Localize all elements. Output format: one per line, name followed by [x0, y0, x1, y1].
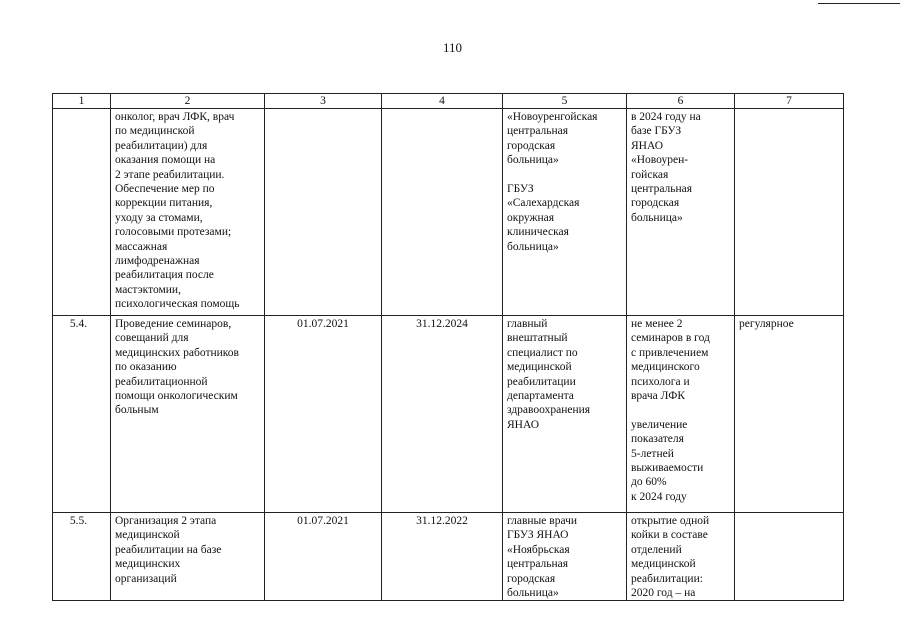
start-date-cell [265, 109, 382, 316]
result-cell: не менее 2 семинаров в год с привлечением медицинского психолога и врача ЛФК увеличение показателя 5-летней выживаемости до 60% к 2024 году [627, 316, 735, 513]
result-cell: в 2024 году на базе ГБУЗ ЯНАО «Новоурен- гойская центральная городская больница» [627, 109, 735, 316]
column-header: 1 [53, 94, 111, 109]
column-header: 5 [503, 94, 627, 109]
plan-table [52, 93, 844, 601]
responsible-cell: «Новоуренгойская центральная городская больница» ГБУЗ «Салехардская окружная клиническая больница» [503, 109, 627, 316]
top-rule [818, 3, 900, 4]
table-row [53, 513, 844, 601]
result-cell: открытие одной койки в составе отделений медицинской реабилитации: 2020 год – на [627, 513, 735, 601]
row-number: 5.4. [53, 316, 111, 513]
start-date-cell: 01.07.2021 [265, 316, 382, 513]
activity-cell: Организация 2 этапа медицинской реабилитации на базе медицинских организаций [111, 513, 265, 601]
period-cell [735, 513, 844, 601]
row-number: 5.5. [53, 513, 111, 601]
end-date-cell [382, 109, 503, 316]
start-date-cell: 01.07.2021 [265, 513, 382, 601]
end-date-cell: 31.12.2024 [382, 316, 503, 513]
period-cell [735, 109, 844, 316]
column-header: 4 [382, 94, 503, 109]
page-number: 110 [442, 40, 463, 55]
table-row [53, 109, 844, 316]
column-header: 2 [111, 94, 265, 109]
table-row [53, 316, 844, 513]
end-date-cell: 31.12.2022 [382, 513, 503, 601]
column-header: 7 [735, 94, 844, 109]
responsible-cell: главные врачи ГБУЗ ЯНАО «Ноябрьская центральная городская больница» [503, 513, 627, 601]
responsible-cell: главный внештатный специалист по медицинской реабилитации департамента здравоохранения ЯНАО [503, 316, 627, 513]
column-header: 3 [265, 94, 382, 109]
period-cell: регулярное [735, 316, 844, 513]
activity-cell: онколог, врач ЛФК, врач по медицинской реабилитации) для оказания помощи на 2 этапе реабилитации. Обеспечение мер по коррекции питания, уходу за стомами, голосовыми протезами; массажная лимфодренажная реабилитация после мастэктомии, психологическая помощь [111, 109, 265, 316]
column-header: 6 [627, 94, 735, 109]
table-header-row [53, 94, 844, 109]
activity-cell: Проведение семинаров, совещаний для медицинских работников по оказанию реабилитационной помощи онкологическим больным [111, 316, 265, 513]
row-number [53, 109, 111, 316]
